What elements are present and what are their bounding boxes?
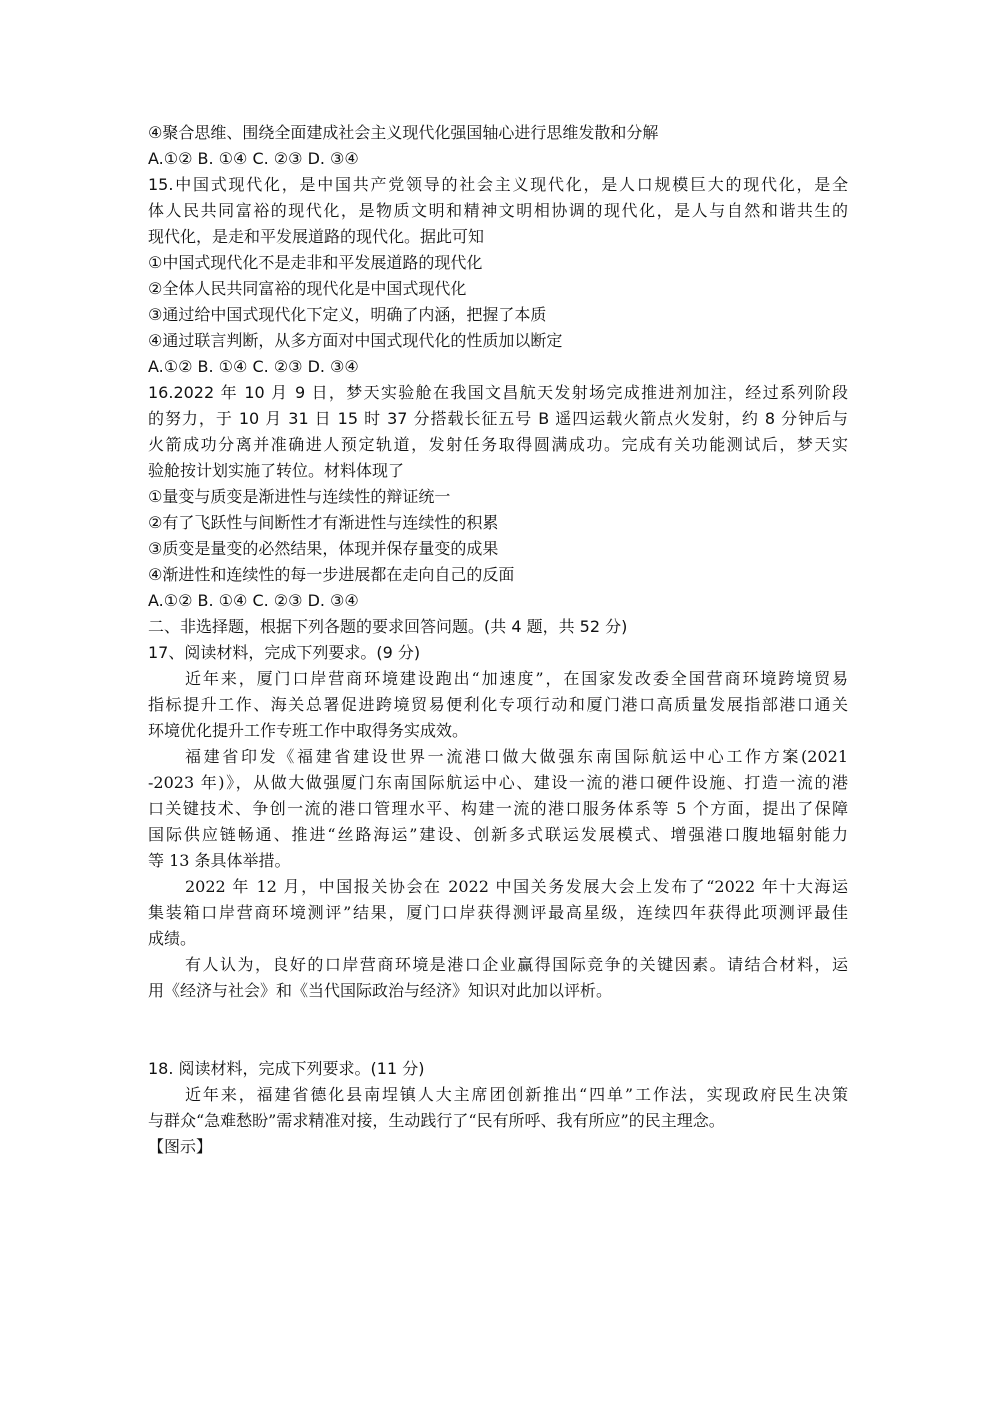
option-line: ④通过联言判断，从多方面对中国式现代化的性质加以断定 [148, 331, 563, 350]
question-16-line: 火箭成功分离并准确进人预定轨道，发射任务取得圆满成功。完成有关功能测试后，梦天实 [148, 435, 848, 454]
material-paragraph-line: -2023 年)》，从做大做强厦门东南国际航运中心、建设一流的港口硬件设施、打造一流的港 [148, 773, 848, 792]
answer-choices: A.①② B. ①④ C. ②③ D. ③④ [148, 591, 359, 610]
question-prompt-line: 有人认为，良好的口岸营商环境是港口企业赢得国际竞争的关键因素。请结合材料，运 [185, 955, 848, 974]
question-16-line: 16.2022 年 10 月 9 日，梦天实验舱在我国文昌航天发射场完成推进剂加注，经过系列阶段 [148, 383, 848, 402]
question-15-line: 现代化，是走和平发展道路的现代化。据此可知 [148, 227, 485, 246]
figure-label: 【图示】 [148, 1137, 213, 1156]
question-17-title: 17、阅读材料，完成下列要求。(9 分) [148, 643, 421, 662]
question-15-line: 体人民共同富裕的现代化，是物质文明和精神文明相协调的现代化，是人与自然和谐共生的 [148, 201, 848, 220]
material-paragraph-line: 环境优化提升工作专班工作中取得务实成效。 [148, 721, 469, 740]
answer-choices: A.①② B. ①④ C. ②③ D. ③④ [148, 149, 359, 168]
question-15-line: 15.中国式现代化，是中国共产党领导的社会主义现代化，是人口规模巨大的现代化，是全 [148, 175, 848, 194]
material-paragraph-line: 等 13 条具体举措。 [148, 851, 291, 870]
option-4-line: ④聚合思维、围绕全面建成社会主义现代化强国轴心进行思维发散和分解 [148, 123, 659, 142]
material-paragraph-line: 近年来，厦门口岸营商环境建设跑出“加速度”，在国家发改委全国营商环境跨境贸易 [185, 669, 848, 688]
option-line: ②全体人民共同富裕的现代化是中国式现代化 [148, 279, 467, 298]
question-prompt-line: 用《经济与社会》和《当代国际政治与经济》知识对此加以评析。 [148, 981, 613, 1000]
option-line: ③通过给中国式现代化下定义，明确了内涵，把握了本质 [148, 305, 547, 324]
material-paragraph-line: 指标提升工作、海关总署促进跨境贸易便利化专项行动和厦门港口高质量发展指部港口通关 [148, 695, 848, 714]
section-heading: 二、非选择题，根据下列各题的要求回答问题。(共 4 题，共 52 分) [148, 617, 628, 636]
option-line: ②有了飞跃性与间断性才有渐进性与连续性的积累 [148, 513, 499, 532]
question-16-line: 验舱按计划实施了转位。材料体现了 [148, 461, 405, 480]
material-paragraph-line: 近年来，福建省德化县南埕镇人大主席团创新推出“四单”工作法，实现政府民生决策 [185, 1085, 848, 1104]
material-paragraph-line: 2022 年 12 月，中国报关协会在 2022 中国关务发展大会上发布了“2022 年十大海运 [185, 877, 848, 896]
material-paragraph-line: 成绩。 [148, 929, 197, 948]
option-line: ④渐进性和连续性的每一步进展都在走向自己的反面 [148, 565, 515, 584]
answer-choices: A.①② B. ①④ C. ②③ D. ③④ [148, 357, 359, 376]
material-paragraph-line: 与群众“急难愁盼”需求精准对接，生动践行了“民有所呼、我有所应”的民主理念。 [148, 1111, 725, 1130]
material-paragraph-line: 福建省印发《福建省建设世界一流港口做大做强东南国际航运中心工作方案(2021 [185, 747, 848, 766]
option-line: ①量变与质变是渐进性与连续性的辩证统一 [148, 487, 451, 506]
option-line: ①中国式现代化不是走非和平发展道路的现代化 [148, 253, 483, 272]
question-16-line: 的努力，于 10 月 31 日 15 时 37 分搭载长征五号 B 遥四运载火箭点火发射，约 8 分钟后与 [148, 409, 848, 428]
material-paragraph-line: 口关键技术、争创一流的港口管理水平、构建一流的港口服务体系等 5 个方面，提出了保障 [148, 799, 848, 818]
question-18-title: 18. 阅读材料，完成下列要求。(11 分) [148, 1059, 425, 1078]
material-paragraph-line: 国际供应链畅通、推进“丝路海运”建设、创新多式联运发展模式、增强港口腹地辐射能力 [148, 825, 848, 844]
option-line: ③质变是量变的必然结果，体现并保存量变的成果 [148, 539, 499, 558]
material-paragraph-line: 集装箱口岸营商环境测评”结果，厦门口岸获得测评最高星级，连续四年获得此项测评最佳 [148, 903, 848, 922]
